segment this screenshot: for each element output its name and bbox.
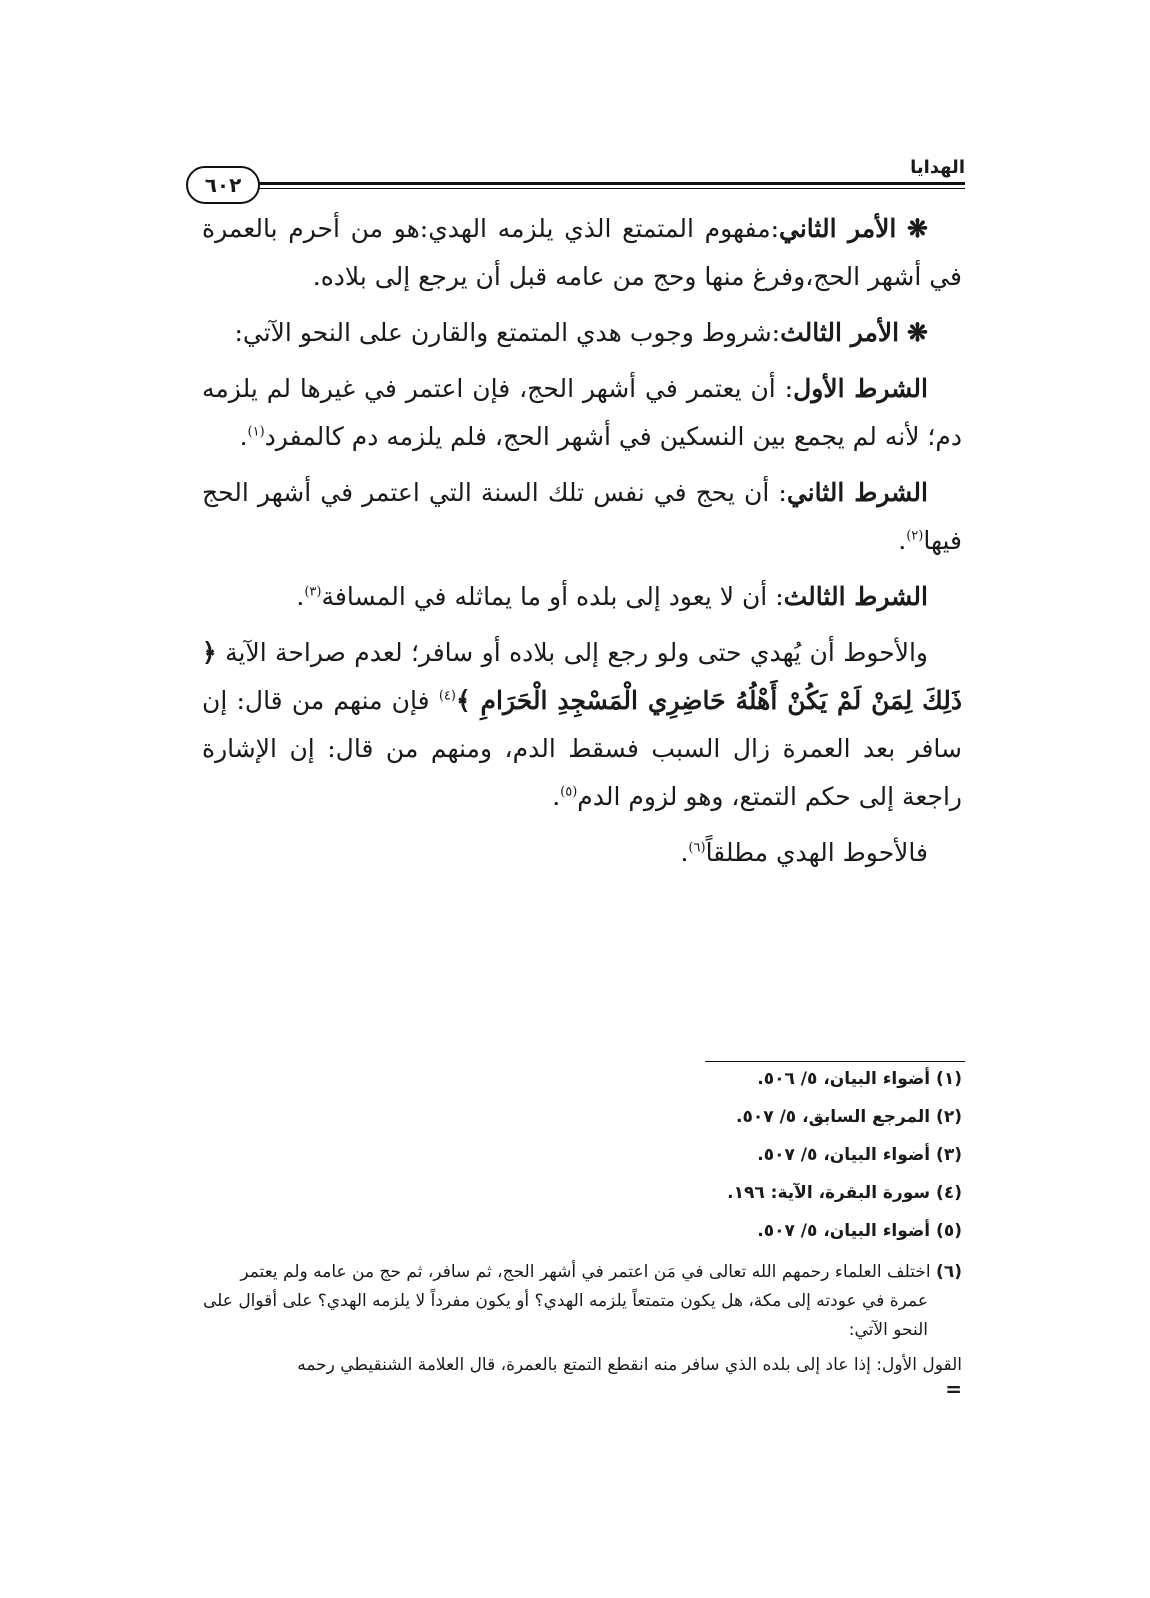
main-text: [202, 205, 962, 885]
condition-2-label: الشرط الثاني: [786, 478, 928, 507]
text: .: [552, 782, 561, 811]
header-rule-thick: [255, 182, 965, 185]
paragraph-condition-3: [202, 573, 962, 621]
continuation-mark: =: [945, 1377, 962, 1401]
footnote-3: (٣) أضواء البيان، ٥/ ٥٠٧.: [757, 1145, 962, 1165]
text: : أن يعتمر في أشهر الحج، فإن اعتمر في غيرها لم يلزمه دم؛ لأنه لم يجمع بين النسكين في أشهر الحج، فلم يلزمه دم كالمفرد: [202, 374, 962, 451]
running-title: الهدايا: [910, 157, 965, 178]
text: .: [296, 582, 305, 611]
footnote-4: (٤) سورة البقرة، الآية: ١٩٦.: [727, 1183, 962, 1203]
text: فإن منهم من قال: إن سافر بعد العمرة زال السبب فسقط الدم، ومنهم من قال: إن الإشارة راجعة إلى حكم التمتع، وهو لزوم الدم: [202, 686, 962, 811]
footnote-ref-1[interactable]: (١): [247, 424, 265, 440]
bullet-icon: ❋: [907, 214, 928, 243]
text: فالأحوط الهدي مطلقاً: [705, 838, 928, 867]
heading-second-matter: الأمر الثاني: [779, 214, 897, 243]
footnote-6: [202, 1258, 962, 1345]
condition-3-label: الشرط الثالث: [783, 582, 928, 611]
text: .: [680, 838, 689, 867]
footnotes: [202, 1068, 962, 1401]
condition-1-label: الشرط الأول: [793, 374, 928, 403]
text: .: [239, 422, 248, 451]
text: : أن لا يعود إلى بلده أو ما يماثله في المسافة: [321, 582, 784, 611]
paragraph-precaution: [202, 629, 962, 821]
footnote-separator: [705, 1061, 965, 1062]
text: .: [898, 526, 907, 555]
bullet-icon: ❋: [907, 318, 928, 347]
paragraph-second-matter: [202, 205, 962, 301]
paragraph-condition-1: [202, 365, 962, 461]
footnote-6-number: (٦): [936, 1262, 962, 1282]
paragraph-third-matter: [202, 309, 962, 357]
footnote-6-continued: القول الأول: إذا عاد إلى بلده الذي سافر منه انقطع التمتع بالعمرة، قال العلامة الشنقيطي رحمه: [297, 1355, 962, 1375]
page-number-badge: ٦٠٢: [186, 166, 260, 204]
footnote-ref-3[interactable]: (٣): [304, 584, 322, 600]
footnote-ref-5[interactable]: (٥): [560, 784, 578, 800]
heading-third-matter: الأمر الثالث: [780, 318, 900, 347]
text: والأحوط أن يُهدي حتى ولو رجع إلى بلاده أو سافر؛ لعدم صراحة الآية: [225, 638, 929, 667]
header-rule-thin: [255, 188, 965, 189]
footnote-1: (١) أضواء البيان، ٥/ ٥٠٦.: [757, 1069, 962, 1089]
footnote-ref-4[interactable]: (٤): [438, 688, 456, 704]
footnote-2: (٢) المرجع السابق، ٥/ ٥٠٧.: [736, 1107, 962, 1127]
footnote-ref-2[interactable]: (٢): [906, 528, 924, 544]
footnote-6-text: اختلف العلماء رحمهم الله تعالى في مَن اعتمر في أشهر الحج، ثم سافر، ثم حج من عامه ولم يعتمر عمرة في عودته إلى مكة، هل يكون متمتعاً يلزمه الهدي؟ أو يكون مفرداً لا يلزمه الهدي؟ على أقوال على النحو الآتي:: [202, 1262, 931, 1340]
footnote-ref-6[interactable]: (٦): [688, 840, 706, 856]
paragraph-conclusion: [202, 829, 962, 877]
footnote-5: (٥) أضواء البيان، ٥/ ٥٠٧.: [757, 1221, 962, 1241]
text: : أن يحج في نفس تلك السنة التي اعتمر في أشهر الحج فيها: [202, 478, 962, 555]
text: :مفهوم المتمتع الذي يلزمه الهدي:هو من أحرم بالعمرة في أشهر الحج،وفرغ منها وحج من عامه قبل أن يرجع إلى بلاده.: [202, 214, 962, 291]
quran-verse: ﴿ ذَلِكَ لِمَنْ لَمْ يَكُنْ أَهْلُهُ حَاضِرِي الْمَسْجِدِ الْحَرَامِ ﴾: [202, 638, 963, 715]
paragraph-condition-2: [202, 469, 962, 565]
text: :شروط وجوب هدي المتمتع والقارن على النحو الآتي:: [234, 318, 781, 347]
